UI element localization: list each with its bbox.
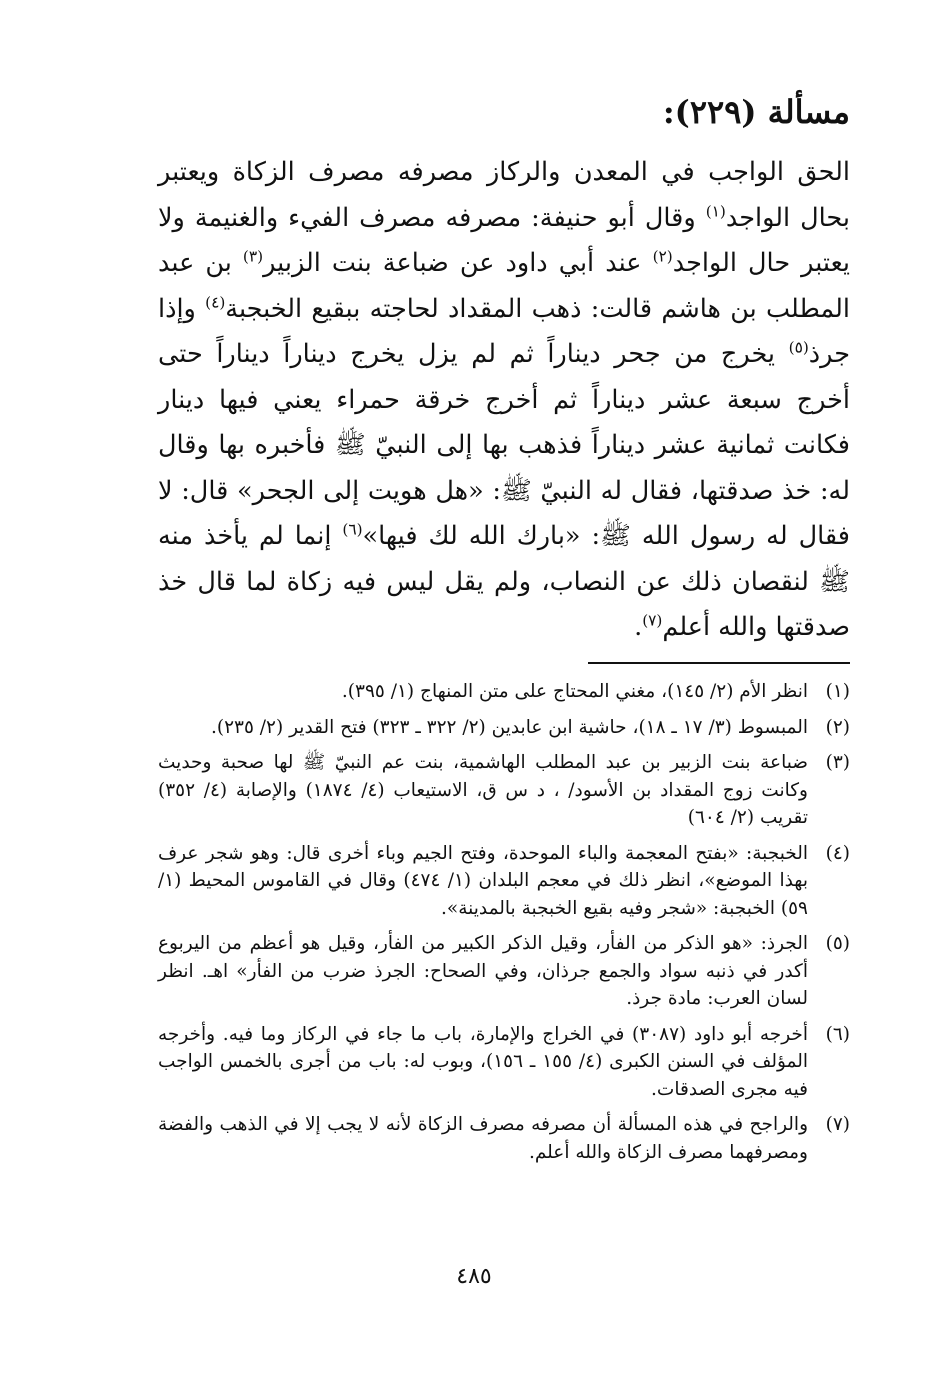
body-text-segment: الحق الواجب في المعدن والركاز مصرفه مصرف الزكاة ويعتبر بحال الواجد: [158, 157, 850, 233]
footnote-number: (٢): [825, 716, 850, 738]
body-text-segment: .: [634, 612, 643, 642]
footnote-text: انظر الأم (٢/ ١٤٥)، مغني المحتاج على متن المنهاج (١/ ٣٩٥).: [341, 681, 808, 702]
body-text-segment: وقال أبو حنيفة: مصرفه مصرف الفيء والغنيمة ولا يعتبر حال الواجد: [158, 202, 851, 278]
body-text-segment: إنما لم يأخذ منه ﷺ لنقصان ذلك عن النصاب، ولم يقل ليس فيه زكاة لما قال خذ صدقتها والله أعلم: [158, 521, 850, 642]
footnotes-list: [158, 678, 850, 1174]
footnote-number: (٣): [825, 752, 850, 773]
footnote-item: [158, 930, 850, 1013]
footnote-text: والراجح في هذه المسألة أن مصرفه مصرف الزكاة لأنه لا يجب إلا في الذهب والفضة ومصرفهما مصرف الزكاة والله أعلم.: [158, 1114, 808, 1163]
footnote-number: (٥): [825, 933, 850, 954]
footnote-item: [158, 1111, 850, 1166]
footnote-text: الجرذ: «هو الذكر من الفأر، وقيل الذكر الكبير من الفأر، وقيل هو أعظم من اليربوع أكدر في ذنبه سواد والجمع جرذان، وفي الصحاح: الجرذ ضرب من الفأر» اهـ. انظر لسان العرب: مادة جرذ.: [158, 933, 808, 1009]
footnote-item: [158, 678, 850, 706]
footnote-ref-1[interactable]: (١): [705, 202, 726, 220]
page-number: ٤٨٥: [456, 1264, 492, 1289]
footnote-text: ضباعة بنت الزبير بن عبد المطلب الهاشمية، بنت عم النبيّ ﷺ لها صحبة وحديث وكانت زوج المقداد بن الأسود/ ، د س ق، الاستيعاب (٤/ ١٨٧٤) والإصابة (٤/ ٣٥٢) تقريب (٢/ ٦٠٤): [158, 752, 808, 828]
footnote-ref-2[interactable]: (٢): [652, 247, 673, 266]
footnote-item: [158, 714, 850, 742]
footnote-ref-6[interactable]: (٦): [342, 520, 363, 539]
footnote-item: [158, 1021, 850, 1104]
body-text-segment: بن عبد المطلب بن هاشم قالت: ذهب المقداد لحاجته ببقيع الخبجبة: [158, 248, 850, 324]
body-text-segment: عند أبي داود عن ضباعة بنت الزبير: [263, 248, 653, 278]
footnote-ref-3[interactable]: (٣): [242, 247, 264, 266]
footnote-ref-7[interactable]: (٧): [642, 611, 663, 630]
footnote-number: (٤): [825, 842, 850, 864]
footnote-number: (١): [825, 681, 850, 702]
footnote-number: (٧): [825, 1114, 850, 1135]
footnote-text: أخرجه أبو داود (٣٠٨٧) في الخراج والإمارة، باب ما جاء في الركاز وما فيه. وأخرجه المؤلف في السنن الكبرى (٤/ ١٥٥ ـ ١٥٦)، وبوب له: باب من أجرى بالخمس الواجب فيه مجرى الصدقات.: [158, 1023, 809, 1100]
footnote-ref-5[interactable]: (٥): [788, 338, 809, 357]
footnote-number: (٦): [825, 1023, 850, 1045]
footnote-item: [158, 840, 850, 923]
footnote-ref-4[interactable]: (٤): [205, 293, 226, 311]
footnote-item: [158, 749, 850, 832]
issue-heading: مسألة (٢٢٩):: [662, 93, 850, 131]
body-text-segment: يخرج من جحر ديناراً ثم لم يزل يخرج ديناراً ديناراً حتى أخرج سبعة عشر ديناراً ثم أخرج خرقة حمراء يعني فيها دينار فكانت ثمانية عشر ديناراً فذهب بها إلى النبيّ ﷺ فأخبره بها وقال له: خذ صدقتها، فقال له النبيّ ﷺ: «هل هويت إلى الجحر» قال: لا فقال له رسول الله ﷺ: «بارك الله لك فيها»: [158, 339, 850, 551]
footnote-text: المبسوط (٣/ ١٧ ـ ١٨)، حاشية ابن عابدين (٢/ ٣٢٢ ـ ٣٢٣) فتح القدير (٢/ ٢٣٥).: [211, 716, 808, 738]
footnote-separator: [588, 662, 850, 664]
body-text-segment: وإذا جرذ: [158, 293, 850, 369]
footnote-text: الخبجبة: «بفتح المعجمة والباء الموحدة، وفتح الجيم وباء أخرى قال: وهو شجر عرف بهذا الموضع»، انظر ذلك في معجم البلدان (١/ ٤٧٤) وقال في القاموس المحيط (١/ ٥٩) الخبجبة: «شجر وفيه بقيع الخبجبة بالمدينة».: [158, 842, 808, 919]
main-paragraph: [158, 150, 850, 651]
